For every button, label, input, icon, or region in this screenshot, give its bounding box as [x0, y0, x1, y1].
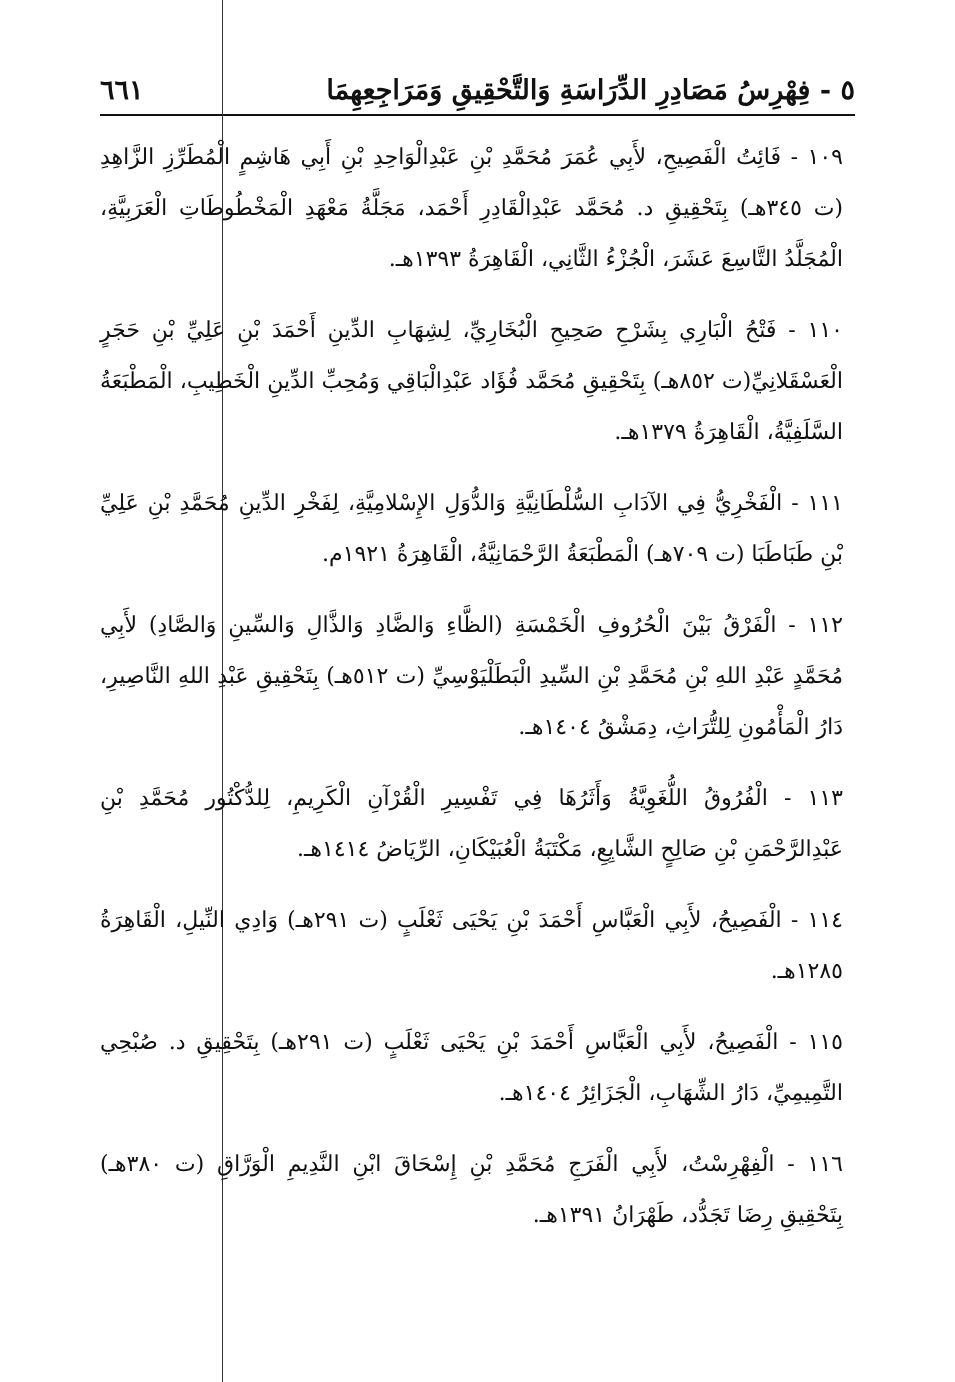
entry-number: ١١٦ - — [787, 1152, 843, 1177]
page-header — [100, 58, 855, 106]
bibliography-entry — [100, 895, 843, 997]
entry-text: الْفَخْرِيُّ فِي الآدَابِ السُّلْطَانِيَّةِ وَالدُّوَلِ الإِسْلامِيَّةِ، لِفَخْرِ الدِّينِ مُحَمَّدِ بْنِ عَلِيِّ بْنِ طَبَاطَبَا (ت ٧٠٩هـ) الْمَطْبَعَةُ الرَّحْمَانِيَّةُ، الْقَاهِرَةُ ١٩٢١م. — [100, 491, 843, 567]
bibliography-entry — [100, 305, 843, 458]
entry-number: ١١٣ - — [783, 786, 843, 811]
entry-text: الْفَصِيحُ، لأَبِي الْعَبَّاسِ أَحْمَدَ بْنِ يَحْيَى ثَعْلَبٍ (ت ٢٩١هـ) بِتَحْقِيقِ د. صُبْحِي التَّمِيمِيِّ، دَارُ الشِّهَابِ، الْجَزَائِرُ ١٤٠٤هـ. — [100, 1030, 843, 1106]
entry-text: فَائِتُ الْفَصِيحِ، لأَبِي عُمَرَ مُحَمَّدِ بْنِ عَبْدِالْوَاحِدِ بْنِ أَبِي هَاشِمٍ الْمُطَرِّزِ الزَّاهِدِ (ت ٣٤٥هـ) بِتَحْقِيقِ د. مُحَمَّد عَبْدِالْقَادِرِ أَحْمَد، مَجَلَّةُ مَعْهَدِ الْمَخْطُوطَاتِ الْعَرَبِيَّةِ، الْمُجَلَّدُ التَّاسِعَ عَشَرَ، الْجُزْءُ الثَّانِي، الْقَاهِرَةُ ١٣٩٣هـ. — [100, 145, 843, 272]
entry-number: ١١٢ - — [788, 613, 843, 638]
entry-number: ١٠٩ - — [790, 145, 843, 170]
bibliography-list — [100, 132, 843, 1261]
entry-text: فَتْحُ الْبَارِي بِشَرْحِ صَحِيحِ الْبُخَارِيِّ، لِشِهَابِ الدِّينِ أَحْمَدَ بْنِ عَلِيِّ بْنِ حَجَرٍ الْعَسْقَلانِيِّ(ت ٨٥٢هـ) بِتَحْقِيقِ مُحَمَّد فُؤَاد عَبْدِالْبَاقِي وَمُحِبِّ الدِّينِ الْخَطِيبِ، الْمَطْبَعَةُ السَّلَفِيَّةُ، الْقَاهِرَةُ ١٣٧٩هـ. — [100, 318, 843, 445]
bibliography-entry — [100, 600, 843, 753]
bibliography-entry — [100, 478, 843, 580]
entry-number: ١١٤ - — [790, 908, 843, 933]
bibliography-entry — [100, 1017, 843, 1119]
entry-text: الْفِهْرِسْتُ، لأَبِي الْفَرَجِ مُحَمَّدِ بْنِ إِسْحَاقَ ابْنِ النَّدِيمِ الْوَرَّاقِ (ت ٣٨٠هـ) بِتَحْقِيقِ رِضَا تَجَدُّد، طَهْرَانُ ١٣٩١هـ. — [100, 1152, 843, 1228]
header-rule — [100, 114, 855, 116]
page-number: ٦٦١ — [100, 75, 144, 106]
entry-text: الْفَرْقُ بَيْنَ الْحُرُوفِ الْخَمْسَةِ (الظَّاءِ وَالضَّادِ وَالذَّالِ وَالسِّينِ وَالصَّادِ) لأَبِي مُحَمَّدٍ عَبْدِ اللهِ بْنِ مُحَمَّدِ بْنِ السِّيدِ الْبَطَلْيَوْسِيِّ (ت ٥١٢هـ) بِتَحْقِيقِ عَبْدِ اللهِ النَّاصِيرِ، دَارُ الْمَأْمُونِ لِلتُّرَاثِ، دِمَشْقُ ١٤٠٤هـ. — [100, 613, 843, 740]
entry-text: الْفَصِيحُ، لأَبِي الْعَبَّاسِ أَحْمَدَ بْنِ يَحْيَى ثَعْلَبٍ (ت ٢٩١هـ) وَادِي النِّيلِ، الْقَاهِرَةُ ١٢٨٥هـ. — [100, 908, 843, 984]
bibliography-entry — [100, 1139, 843, 1241]
entry-number: ١١١ - — [791, 491, 843, 516]
entry-text: الْفُرُوقُ اللُّغَوِيَّةُ وَأَثَرُهَا فِي تَفْسِيرِ الْقُرْآنِ الْكَرِيمِ، لِلدُّكْتُور مُحَمَّدِ بْنِ عَبْدِالرَّحْمَنِ بْنِ صَالِحٍ الشَّايِعِ، مَكْتَبَةُ الْعُبَيْكَانِ، الرِّيَاضُ ١٤١٤هـ. — [100, 786, 843, 862]
bibliography-entry — [100, 132, 843, 285]
page-title: ٥ - فِهْرِسُ مَصَادِرِ الدِّرَاسَةِ وَالتَّحْقِيقِ وَمَرَاجِعِهِمَا — [326, 75, 855, 106]
entry-number: ١١٥ - — [789, 1030, 843, 1055]
entry-number: ١١٠ - — [788, 318, 843, 343]
bibliography-entry — [100, 773, 843, 875]
